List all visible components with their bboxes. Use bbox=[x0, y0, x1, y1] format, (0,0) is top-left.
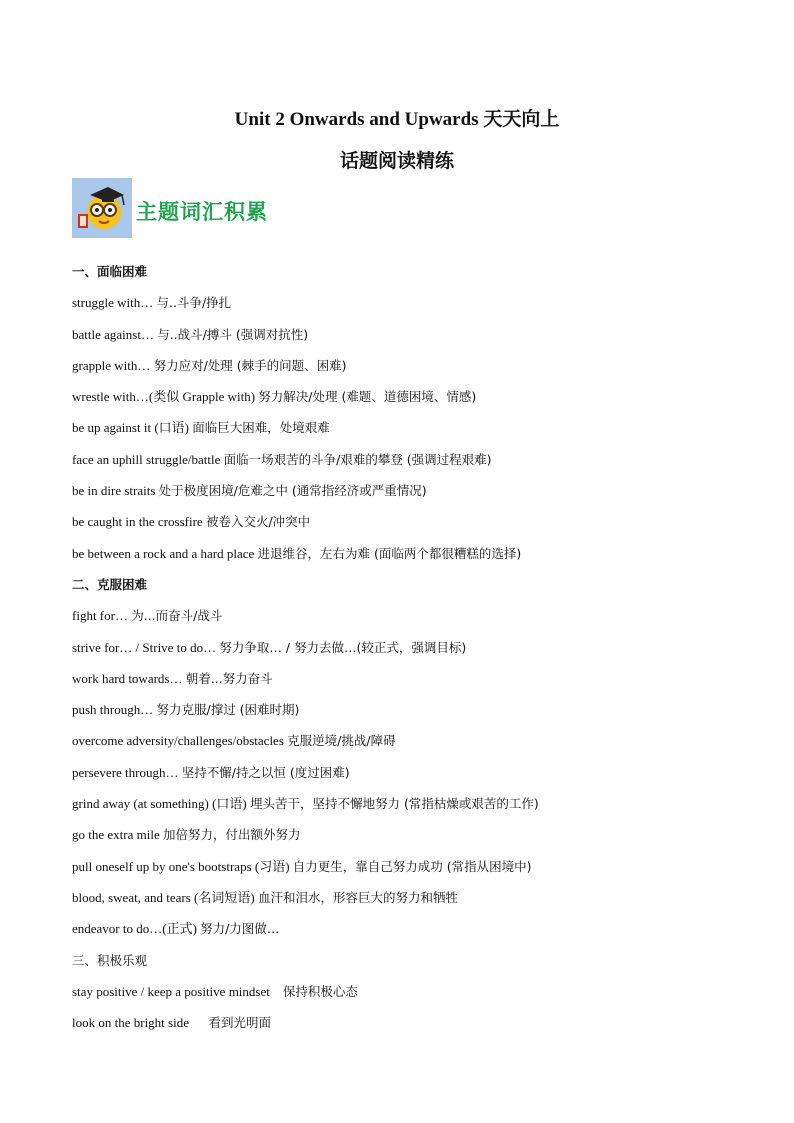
vocab-chinese: 努力克服/撑过 (困难时期) bbox=[156, 702, 300, 718]
vocab-chinese: 为...而奋斗/战斗 bbox=[131, 608, 223, 624]
vocab-english: blood, sweat, and tears (名词短语) bbox=[72, 889, 258, 905]
vocab-chinese: 血汗和泪水，形容巨大的努力和牺牲 bbox=[257, 889, 458, 905]
vocab-english: face an uphill struggle/battle bbox=[72, 451, 224, 467]
vocab-chinese: 努力争取… / 努力去做…(较正式，强调目标) bbox=[219, 639, 467, 655]
vocab-english: pull oneself up by one's bootstraps (习语) bbox=[72, 858, 293, 874]
vocab-entry bbox=[72, 538, 732, 569]
vocab-chinese: 自力更生，靠自己努力成功 (常指从困境中) bbox=[292, 858, 532, 874]
vocab-entry bbox=[72, 819, 732, 850]
vocab-english: be in dire straits bbox=[72, 483, 159, 499]
vocab-entry bbox=[72, 976, 732, 1007]
vocab-entry bbox=[72, 506, 732, 537]
vocab-english: be between a rock and a hard place bbox=[72, 545, 258, 561]
vocab-entry bbox=[72, 851, 732, 882]
vocab-chinese: 面临一场艰苦的斗争/艰难的攀登 (强调过程艰难) bbox=[223, 451, 492, 467]
vocab-chinese: 加倍努力，付出额外努力 bbox=[162, 827, 301, 843]
scholar-mascot-icon bbox=[72, 178, 132, 238]
vocab-entry bbox=[72, 600, 732, 631]
vocab-chinese: 努力应对/处理 (棘手的问题、困难) bbox=[153, 357, 347, 373]
vocab-chinese: 努力/力图做… bbox=[200, 921, 280, 937]
vocab-entry bbox=[72, 694, 732, 725]
vocab-chinese: 看到光明面 bbox=[208, 1015, 272, 1031]
vocab-chinese: 进退维谷，左右为难 (面临两个都很糟糕的选择) bbox=[257, 545, 522, 561]
vocab-entry bbox=[72, 412, 732, 443]
vocab-chinese: 保持积极心态 bbox=[282, 983, 358, 999]
vocab-english: strive for… / Strive to do… bbox=[72, 639, 220, 655]
vocab-english: fight for… bbox=[72, 608, 132, 624]
vocab-english: be caught in the crossfire bbox=[72, 514, 206, 530]
vocab-chinese: 处于极度困境/危难之中 (通常指经济或严重情况) bbox=[158, 483, 427, 499]
vocab-chinese: 坚持不懈/持之以恒 (度过困难) bbox=[181, 764, 350, 780]
vocab-english: be up against it (口语) bbox=[72, 420, 193, 436]
section-heading: 三、积极乐观 bbox=[72, 952, 148, 968]
vocab-entry bbox=[72, 350, 732, 381]
vocab-english: struggle with… bbox=[72, 295, 157, 311]
vocab-english: stay positive / keep a positive mindset bbox=[72, 983, 283, 999]
vocab-chinese: 朝着...努力奋斗 bbox=[185, 670, 273, 686]
vocab-entry bbox=[72, 1007, 732, 1038]
document-subtitle: 话题阅读精练 bbox=[339, 151, 454, 172]
vocab-english: overcome adversity/challenges/obstacles bbox=[72, 733, 288, 749]
vocab-english: grapple with… bbox=[72, 357, 154, 373]
vocab-english: wrestle with…(类似 Grapple with) bbox=[72, 389, 259, 405]
vocabulary-list bbox=[72, 256, 732, 1038]
vocab-entry bbox=[72, 444, 732, 475]
vocab-chinese: 被卷入交火/冲突中 bbox=[205, 514, 311, 530]
vocab-chinese: 克服逆境/挑战/障碍 bbox=[287, 733, 396, 749]
vocab-entry bbox=[72, 475, 732, 506]
vocab-entry bbox=[72, 757, 732, 788]
vocab-chinese: 面临巨大困难，处境艰难 bbox=[192, 420, 330, 436]
vocab-entry bbox=[72, 725, 732, 756]
vocab-english: work hard towards… bbox=[72, 670, 186, 686]
vocab-chinese: 与..战斗/搏斗 (强调对抗性) bbox=[157, 326, 309, 342]
section-badge-title: 主题词汇积累 bbox=[136, 200, 268, 224]
vocab-entry bbox=[72, 913, 732, 944]
vocab-english: endeavor to do…(正式) bbox=[72, 921, 201, 937]
section-heading: 二、克服困难 bbox=[72, 576, 148, 592]
vocab-entry bbox=[72, 287, 732, 318]
vocab-english: push through… bbox=[72, 702, 157, 718]
document-title: Unit 2 Onwards and Upwards 天天向上 bbox=[234, 109, 560, 130]
vocab-entry bbox=[72, 788, 732, 819]
vocab-entry bbox=[72, 632, 732, 663]
vocab-chinese: 努力解决/处理 (难题、道德困境、情感) bbox=[258, 389, 477, 405]
vocab-chinese: 与..斗争/挣扎 bbox=[156, 295, 232, 311]
vocab-entry bbox=[72, 381, 732, 412]
vocab-english: grind away (at something) (口语) bbox=[72, 796, 250, 812]
vocab-entry bbox=[72, 882, 732, 913]
vocab-chinese: 埋头苦干，坚持不懈地努力 (常指枯燥或艰苦的工作) bbox=[249, 796, 539, 812]
vocab-english: look on the bright side bbox=[72, 1015, 209, 1031]
vocab-english: battle against… bbox=[72, 326, 158, 342]
vocab-english: go the extra mile bbox=[72, 827, 163, 843]
section-heading: 一、面临困难 bbox=[72, 264, 148, 279]
vocab-entry bbox=[72, 319, 732, 350]
vocab-english: persevere through… bbox=[72, 764, 182, 780]
vocab-entry bbox=[72, 663, 732, 694]
